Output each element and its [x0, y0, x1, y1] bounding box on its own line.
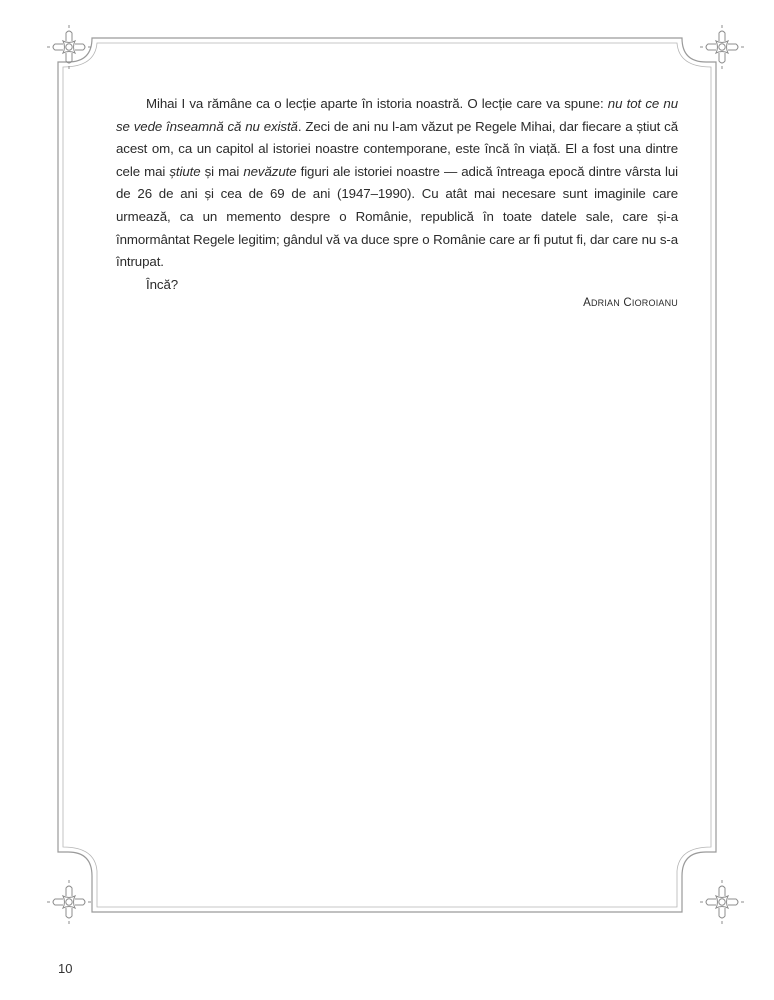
- italic-run: nevăzute: [243, 163, 297, 179]
- text-run: figuri ale istoriei noastre — adică întreaga epocă dintre vârsta lui de 26 de ani și cea de 69 de ani (1947–1990). Cu atât mai necesare sunt imaginile care urmează, ca un memento despre o Românie, republică în toate datele sale, care și-a înmormântat Regele legitim; gândul vă va duce spre o Românie care ar fi putut fi, dar care nu s-a întrupat.: [116, 163, 679, 270]
- signature-initial: C: [623, 297, 632, 309]
- text-run: și mai: [200, 163, 244, 179]
- main-paragraph: [116, 93, 678, 274]
- page-number: 10: [58, 961, 73, 976]
- signature-small-caps: DRIAN: [590, 298, 620, 308]
- italic-run: nu tot ce nu se vede înseamnă că nu există: [116, 96, 678, 134]
- corner-cross-ornament-icon: [700, 880, 744, 924]
- closing-line: Încă?: [146, 276, 179, 292]
- text-run: Mihai I va rămâne ca o lecție aparte în istoria noastră. O lecție care va spune:: [146, 96, 608, 111]
- italic-run: știute: [169, 163, 201, 179]
- body-text: [116, 93, 678, 296]
- text-run: . Zeci de ani nu l-am văzut pe Regele Mihai, dar fiecare a știut că acest om, ca un capitol al istoriei noastre contemporane, este încă în viață. El a fost una dintre cele mai: [116, 118, 678, 179]
- signature-initial: A: [583, 297, 591, 309]
- corner-cross-ornament-icon: [47, 880, 91, 924]
- author-signature: [583, 297, 678, 309]
- signature-small-caps: IOROIANU: [631, 298, 678, 308]
